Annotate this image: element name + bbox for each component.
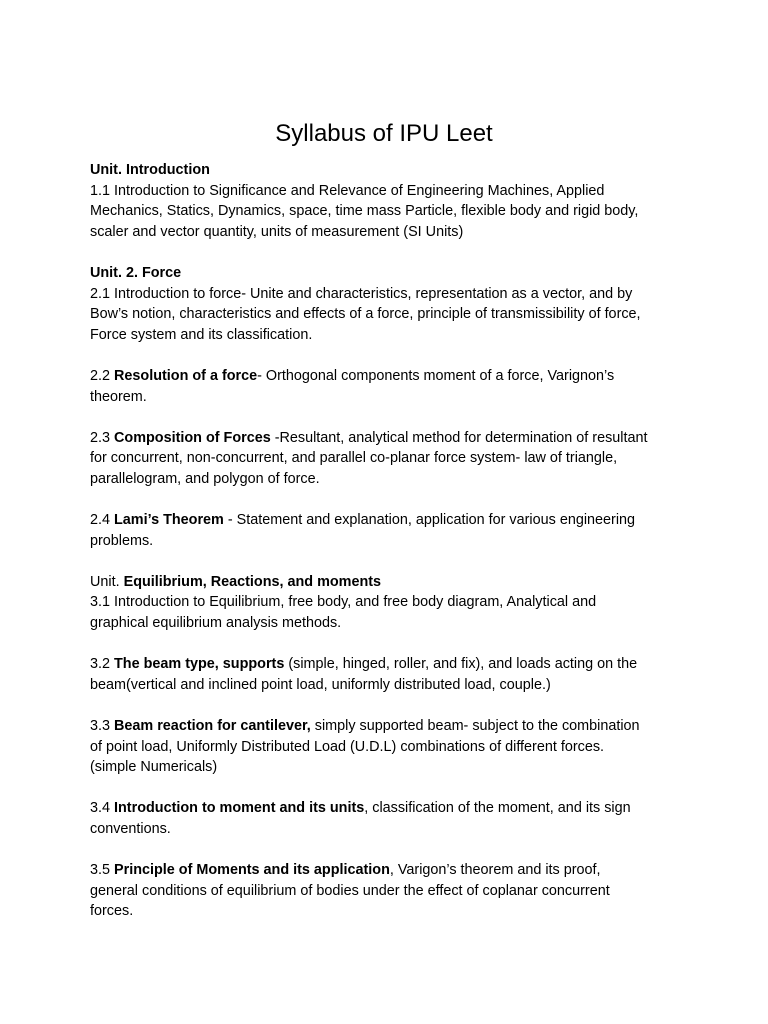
paragraph-line: problems. (90, 532, 154, 549)
unit-force-section (90, 263, 690, 345)
paragraph-line: of point load, Uniformly Distributed Load (U.D.L) combinations of different forces. (90, 738, 605, 755)
topic-title: The beam type, supports (114, 656, 285, 673)
topic-paragraph (90, 860, 690, 922)
topic-number: 3.3 (90, 718, 115, 735)
unit-equilibrium-section (90, 572, 690, 634)
document-body (90, 160, 690, 943)
paragraph-line: conventions. (90, 821, 171, 837)
paragraph-line: graphical equilibrium analysis methods. (90, 615, 342, 632)
unit-prefix: Unit. (90, 573, 124, 590)
paragraph-line (90, 798, 690, 819)
topic-text: , classification of the moment, and its sign (364, 800, 631, 817)
topic-paragraph (90, 510, 690, 551)
topic-number: 2.3 (90, 429, 115, 446)
unit-heading: Unit. 2. Force (90, 264, 182, 281)
paragraph-line: beam(vertical and inclined point load, uniformly distributed load, couple.) (90, 676, 551, 693)
topic-text: simply supported beam- subject to the combination (310, 718, 640, 735)
topic-number: 2.2 (90, 367, 115, 384)
paragraph-line (90, 510, 690, 531)
topic-number: 2.4 (90, 512, 115, 529)
paragraph-line (90, 366, 690, 387)
topic-number: 3.2 (90, 656, 115, 673)
topic-title: Resolution of a force (114, 367, 258, 384)
topic-paragraph (90, 654, 690, 695)
topic-paragraph (90, 428, 690, 490)
paragraph-line: (simple Numericals) (90, 759, 218, 776)
unit-heading (90, 572, 690, 593)
paragraph-line (90, 428, 690, 449)
unit-title: Equilibrium, Reactions, and moments (123, 573, 382, 590)
unit-introduction-section (90, 160, 690, 242)
paragraph-line (90, 716, 690, 737)
topic-title: Composition of Forces (114, 429, 271, 446)
topic-text: (simple, hinged, roller, and fix), and loads acting on the (284, 656, 638, 673)
paragraph-line: Mechanics, Statics, Dynamics, space, time mass Particle, flexible body and rigid body, (90, 203, 639, 220)
paragraph-line: for concurrent, non-concurrent, and parallel co-planar force system- law of triangle, (90, 450, 618, 467)
paragraph-line: 3.1 Introduction to Equilibrium, free body, and free body diagram, Analytical and (90, 594, 597, 611)
topic-text: , Varigon’s theorem and its proof, (389, 862, 601, 879)
topic-text: -Resultant, analytical method for determination of resultant (270, 429, 648, 446)
topic-paragraph (90, 798, 690, 839)
paragraph-line: 2.1 Introduction to force- Unite and characteristics, representation as a vector, and by (90, 285, 633, 302)
topic-text: - Statement and explanation, application for various engineering (223, 512, 636, 529)
topic-number: 3.5 (90, 862, 115, 879)
paragraph-line: theorem. (90, 388, 147, 405)
topic-text: - Orthogonal components moment of a force, Varignon’s (257, 367, 615, 384)
paragraph-line: Force system and its classification. (90, 326, 313, 343)
topic-title: Lami’s Theorem (114, 512, 224, 529)
paragraph-line: scaler and vector quantity, units of measurement (SI Units) (90, 223, 464, 240)
paragraph-line (90, 860, 690, 881)
unit-heading: Unit. Introduction (90, 162, 210, 178)
topic-paragraph (90, 716, 690, 778)
topic-paragraph (90, 366, 690, 407)
document-title: Syllabus of IPU Leet (275, 120, 493, 147)
paragraph-line: general conditions of equilibrium of bodies under the effect of coplanar concurrent (90, 882, 610, 899)
topic-title: Beam reaction for cantilever, (114, 718, 311, 735)
paragraph-line: forces. (90, 903, 134, 920)
topic-number: 3.4 (90, 800, 115, 817)
topic-title: Principle of Moments and its application (114, 862, 390, 879)
paragraph-line: 1.1 Introduction to Significance and Relevance of Engineering Machines, Applied (90, 182, 605, 199)
topic-title: Introduction to moment and its units (114, 800, 365, 817)
paragraph-line: Bow’s notion, characteristics and effects of a force, principle of transmissibility of force, (90, 306, 641, 323)
paragraph-line: parallelogram, and polygon of force. (90, 470, 320, 487)
paragraph-line (90, 654, 690, 675)
